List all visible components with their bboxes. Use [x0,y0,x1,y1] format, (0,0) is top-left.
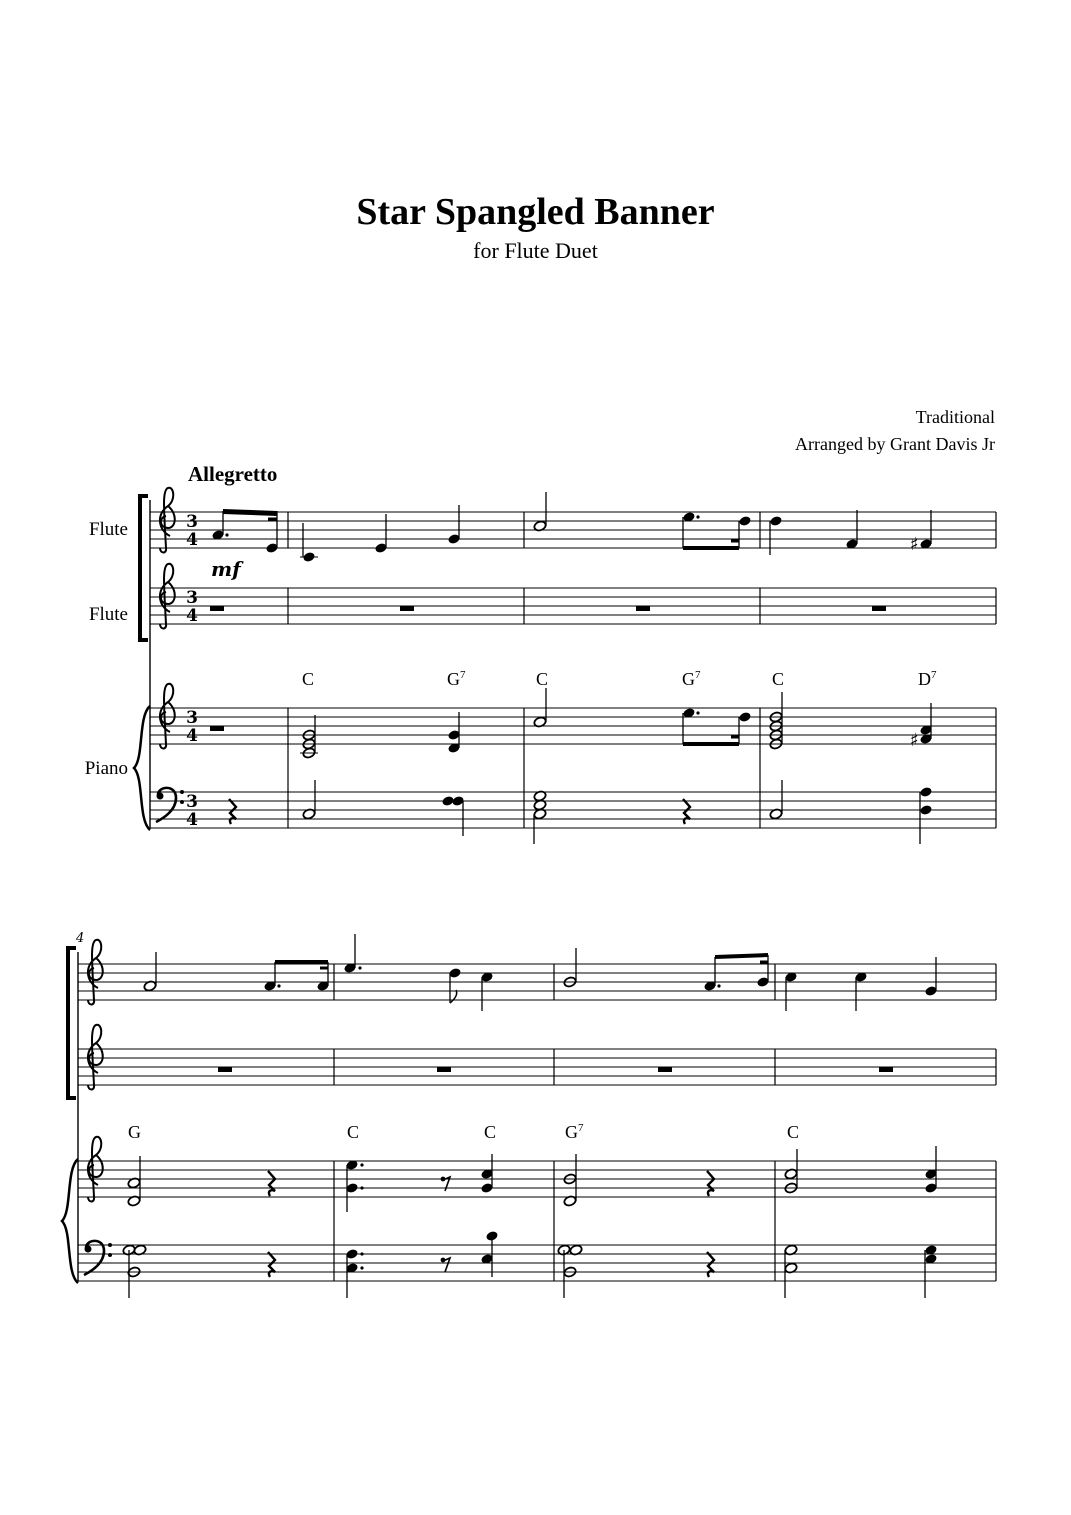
page-subtitle: for Flute Duet [473,238,598,263]
instrument-label-piano: Piano [84,758,128,779]
chord-symbol: C [347,1122,360,1142]
staff-lines-piano-rh [150,708,996,744]
staff-lines-piano-rh [78,1161,996,1197]
instrument-label-flute-2: Flute [88,604,128,625]
piano-rh-notes [210,688,933,759]
flute-2-rests [210,606,886,611]
flute-bracket [68,948,76,1098]
system-1 [134,488,996,844]
flute-2-rests [218,1067,893,1072]
page-title: Star Spangled Banner [356,191,715,233]
chord-symbol: C [772,669,785,689]
svg-text:♯: ♯ [910,534,919,555]
chord-symbol: C [536,669,549,689]
svg-text:3: 3 [186,512,198,532]
chord-symbol: $D^7$ [918,669,937,689]
composer-credit: Traditional [915,407,995,427]
instrument-label-flute-1: Flute [88,519,128,540]
piano-lh-notes [229,780,933,844]
tempo-marking: Allegretto [188,462,278,486]
system-2 [62,931,996,1298]
piano-brace [62,1159,78,1283]
chord-symbol: $G^7$ [565,1122,584,1142]
svg-text:3: 3 [186,792,198,812]
piano-lh-notes [122,1230,938,1298]
arranger-credit: Arranged by Grant Davis Jr [795,434,995,454]
flute-1-notes [211,492,932,563]
svg-text:3: 3 [186,708,198,728]
chord-symbol: $G^7$ [682,669,701,689]
bass-clef-icon [84,1241,112,1275]
svg-text:4: 4 [186,810,198,830]
treble-clef-icon [160,564,175,629]
staff-lines-piano-lh [78,1245,996,1281]
chord-symbol: C [787,1122,800,1142]
treble-clef-icon [160,684,175,749]
time-signatures [186,512,198,830]
treble-clef-icon [160,488,175,553]
chord-symbol: $G^7$ [447,669,466,689]
staff-lines-flute-2 [150,588,996,624]
dynamic-marking: mf [211,557,241,581]
flute-bracket [140,496,148,640]
chord-symbol: C [484,1122,497,1142]
staff-lines-piano-lh [150,792,996,828]
chord-symbol: G [128,1122,141,1142]
svg-text:♯: ♯ [910,730,919,751]
svg-text:4: 4 [186,606,198,626]
staff-lines-flute-1 [78,964,996,1000]
bass-clef-icon [156,788,184,822]
svg-text:4: 4 [186,726,198,746]
measure-number: 4 [76,931,85,946]
chord-symbols-system-1 [302,669,937,689]
svg-text:4: 4 [186,530,198,550]
chord-symbol: C [302,669,315,689]
piano-brace [134,706,150,830]
treble-clef-icon [88,940,103,1005]
chord-symbols-system-2 [128,1122,799,1142]
treble-clef-icon [88,1137,103,1202]
staff-lines-flute-2 [78,1049,996,1085]
treble-clef-icon [88,1025,103,1090]
svg-text:3: 3 [186,588,198,608]
